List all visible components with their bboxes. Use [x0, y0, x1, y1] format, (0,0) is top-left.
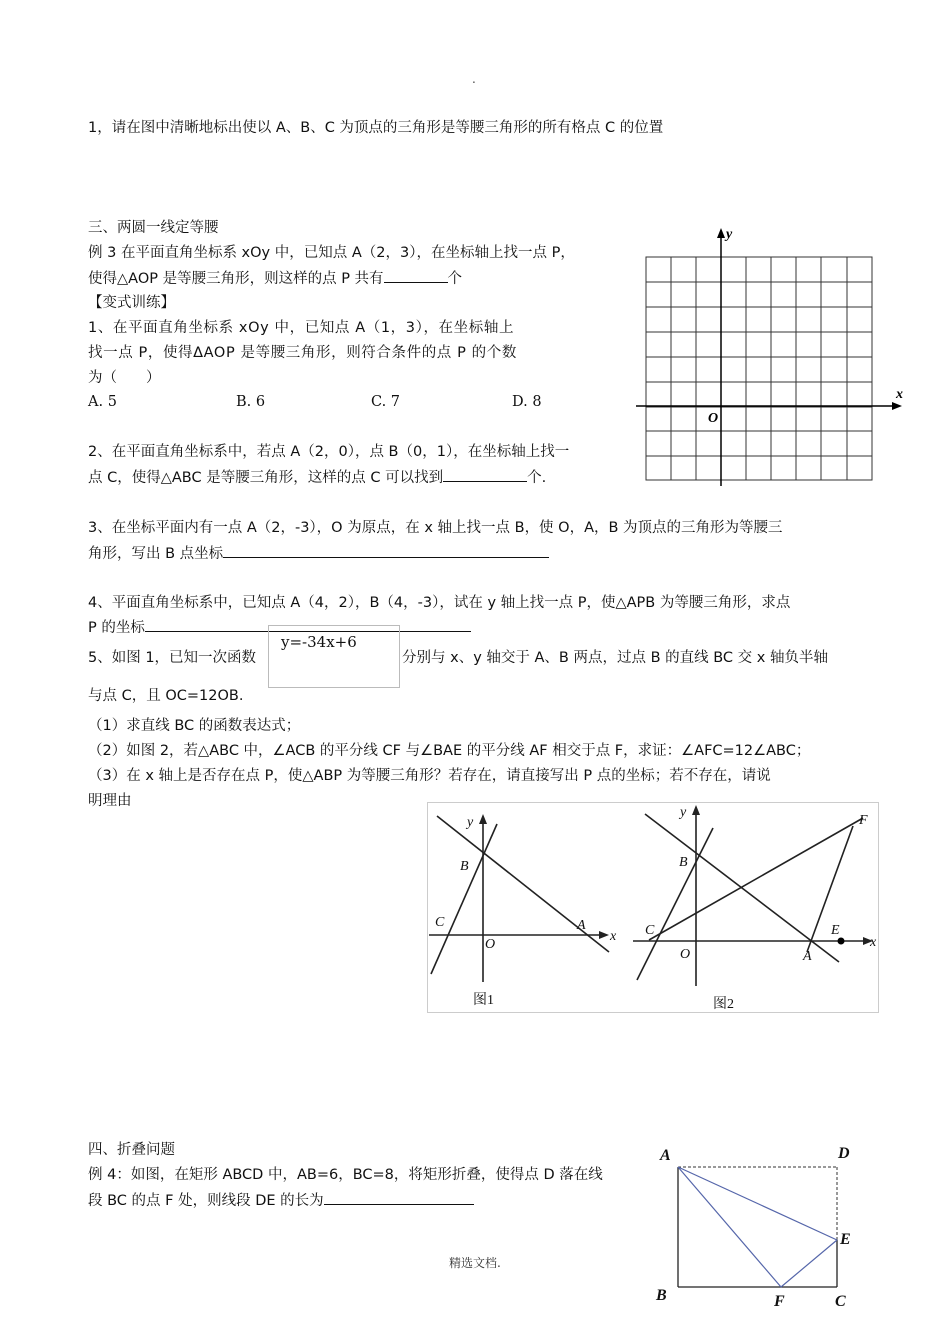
fig2-label-b: B [679, 855, 688, 870]
variant-5-q1: （1）求直线 BC 的函数表达式； [88, 718, 301, 734]
rect-label-a: A [660, 1147, 671, 1164]
question-1: 1，请在图中清晰地标出使以 A、B、C 为顶点的三角形是等腰三角形的所有格点 C 的位置 [88, 120, 664, 136]
variant-2-text: 点 C，使得△ABC 是等腰三角形，这样的点 C 可以找到 [88, 470, 444, 486]
fig1-label-a: A [577, 918, 586, 933]
rect-label-b: B [656, 1287, 667, 1304]
example-3-tail: 个 [447, 271, 463, 287]
example-3-line-1: 例 3 在平面直角坐标系 xOy 中，已知点 A（2，3），在坐标轴上找一点 P， [88, 245, 575, 261]
figure-frame [428, 803, 879, 1013]
section-4-title: 四、折叠问题 [88, 1142, 175, 1158]
y-axis-arrow-icon [717, 228, 725, 238]
formula-text: y=-34x+6 [281, 633, 357, 651]
rectangle-fold-figure [650, 1140, 870, 1340]
variant-3-line-1: 3、在坐标平面内有一点 A（2，-3），O 为原点，在 x 轴上找一点 B，使 O，A，B 为顶点的三角形为等腰三 [88, 520, 783, 536]
fig1-label-c: C [435, 915, 445, 930]
fig2-caption: 图2 [713, 997, 734, 1012]
variant-4-text: P 的坐标 [88, 620, 145, 636]
rect-label-f: F [774, 1293, 785, 1310]
variant-5-q3-line-1: （3）在 x 轴上是否存在点 P，使△ABP 为等腰三角形？若存在，请直接写出 P 点的坐标；若不存在，请说 [88, 768, 771, 784]
option-a: A. 5 [88, 394, 117, 410]
fig1-label-b: B [460, 859, 469, 874]
grid-lines [646, 257, 872, 480]
coordinate-grid-figure [630, 222, 920, 490]
example-4-line-2 [88, 1190, 474, 1211]
variant-2-line-1: 2、在平面直角坐标系中，若点 A（2，0），点 B（0，1），在坐标轴上找一 [88, 444, 570, 460]
variant-title: 【变式训练】 [88, 295, 175, 311]
fold-line-fe [781, 1240, 837, 1287]
variant-2-line-2 [88, 467, 546, 488]
fold-line-ae [678, 1167, 837, 1240]
fig1-label-x: x [610, 929, 617, 944]
answer-blank [384, 268, 448, 283]
fig2-label-e: E [831, 923, 840, 938]
answer-blank [443, 467, 527, 482]
variant-3-text: 角形，写出 B 点坐标 [88, 546, 224, 562]
fig1-label-o: O [485, 937, 496, 952]
fig2-label-o: O [680, 947, 691, 962]
rect-label-e: E [840, 1231, 851, 1248]
header-dot: . [472, 72, 476, 86]
fold-line-af [678, 1167, 781, 1287]
variant-5-prefix: 5、如图 1，已知一次函数 [88, 650, 257, 666]
section-3-title: 三、两圆一线定等腰 [88, 220, 219, 236]
variant-4-line-1: 4、平面直角坐标系中，已知点 A（4，2），B（4，-3），试在 y 轴上找一点 P，使△APB 为等腰三角形，求点 [88, 595, 791, 611]
variant-5-line-2: 与点 C，且 OC=12OB. [88, 688, 244, 704]
origin-label: O [708, 411, 719, 426]
variant-5-q3-line-2: 明理由 [88, 793, 132, 809]
option-b: B. 6 [236, 394, 266, 410]
example-3-line-2 [88, 268, 462, 289]
option-d: D. 8 [512, 394, 542, 410]
fig2-label-f: F [859, 813, 868, 828]
answer-blank [223, 543, 549, 558]
fig1-caption: 图1 [473, 993, 494, 1008]
variant-2-tail: 个. [527, 470, 547, 486]
fig2-label-y: y [680, 805, 687, 820]
fig2-point-e [838, 938, 845, 945]
option-c: C. 7 [371, 394, 401, 410]
function-figures [427, 802, 880, 1014]
rect-label-d: D [838, 1145, 850, 1162]
fig2-label-c: C [645, 923, 655, 938]
rect-label-c: C [835, 1293, 846, 1310]
variant-1-line-1: 1、在平面直角坐标系 xOy 中，已知点 A（1，3），在坐标轴上 [88, 320, 515, 336]
x-axis-label: x [896, 387, 903, 402]
example-4-text: 段 BC 的点 F 处，则线段 DE 的长为 [88, 1193, 324, 1209]
fig1-label-y: y [467, 815, 474, 830]
footer-text: 精选文档. [449, 1256, 501, 1270]
y-axis-label: y [726, 227, 733, 242]
variant-5-q2: （2）如图 2，若△ABC 中，∠ACB 的平分线 CF 与∠BAE 的平分线 AF 相交于点 F，求证：∠AFC=12∠ABC； [88, 743, 811, 759]
variant-5-suffix: 分别与 x、y 轴交于 A、B 两点，过点 B 的直线 BC 交 x 轴负半轴 [402, 650, 828, 666]
fig2-label-a: A [803, 949, 812, 964]
variant-1-line-2: 找一点 P，使得ΔAOP 是等腰三角形，则符合条件的点 P 的个数 [88, 345, 517, 361]
x-axis-arrow-icon [892, 402, 902, 410]
example-4-line-1: 例 4：如图，在矩形 ABCD 中，AB=6，BC=8，将矩形折叠，使得点 D 落在线 [88, 1167, 603, 1183]
variant-3-line-2 [88, 543, 549, 564]
variant-1-line-3: 为（ ） [88, 370, 161, 386]
answer-blank [324, 1190, 474, 1205]
fig2-label-x: x [870, 935, 877, 950]
example-3-text: 使得△AOP 是等腰三角形，则这样的点 P 共有 [88, 271, 384, 287]
